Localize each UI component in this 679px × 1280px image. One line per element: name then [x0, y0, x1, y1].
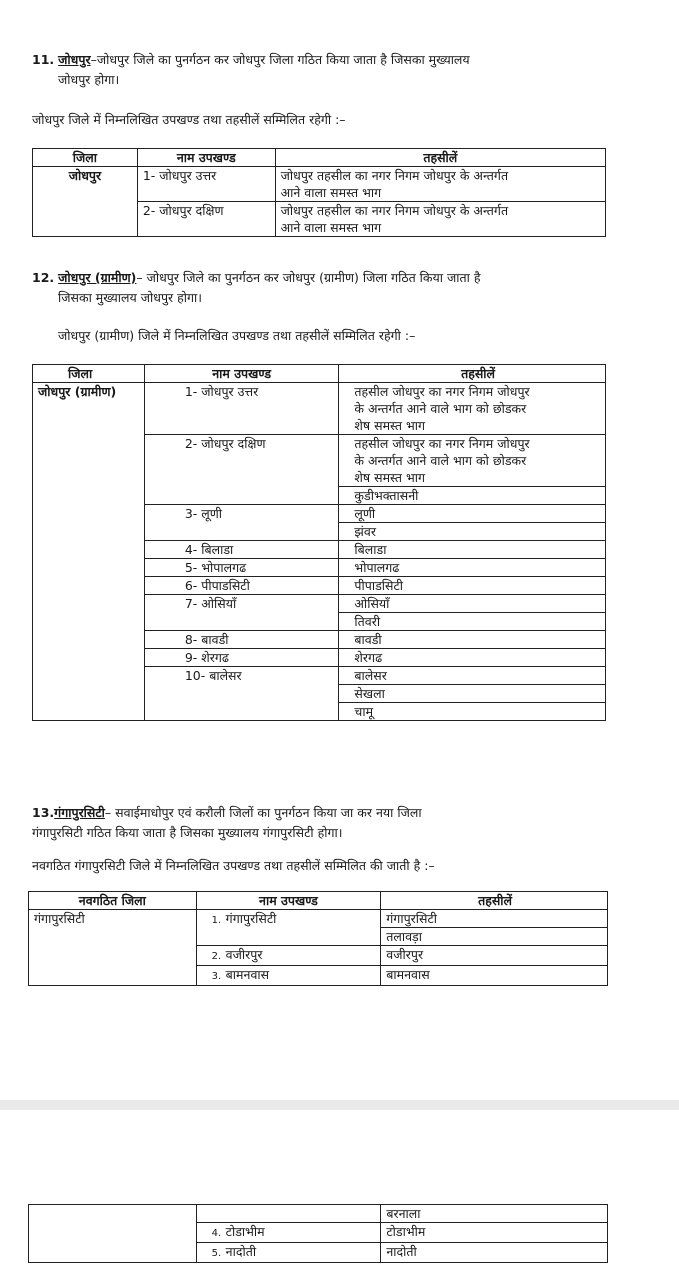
- subdivision-cell: [196, 1243, 381, 1263]
- subdivision-cell: 2- जोधपुर दक्षिण: [137, 202, 275, 237]
- table-header-subdivision: नाम उपखण्ड: [137, 149, 275, 167]
- subdivision-name: नादोती: [225, 1244, 257, 1259]
- tehsil-cell: तिवरी: [339, 613, 606, 631]
- district-cell: जोधपुर (ग्रामीण): [33, 383, 145, 721]
- section-11-table: [32, 148, 606, 237]
- table-header-tehsils: तहसीलें: [381, 892, 608, 910]
- subdivision-name: गंगापुरसिटी: [225, 911, 277, 926]
- subdivision-cell: 3- लूणी: [144, 505, 339, 541]
- subdivision-cell: [196, 966, 381, 986]
- tehsil-line: जोधपुर तहसील का नगर निगम जोधपुर के अन्तर्गत: [280, 203, 509, 218]
- subdivision-cell: 2- जोधपुर दक्षिण: [144, 435, 339, 505]
- subdivision-cell: 4- बिलाडा: [144, 541, 339, 559]
- tehsil-cell: गंगापुरसिटी: [381, 910, 608, 928]
- tehsil-cell: चामू: [339, 703, 606, 721]
- table-header-subdivision: नाम उपखण्ड: [196, 892, 381, 910]
- tehsil-cell: बिलाडा: [339, 541, 606, 559]
- tehsil-line: आने वाला समस्त भाग: [280, 185, 382, 200]
- section-11-number: 11.: [32, 52, 55, 67]
- subdivision-cell: 6- पीपाडसिटी: [144, 577, 339, 595]
- serial-number: 4.: [211, 1228, 222, 1239]
- page-gap: [0, 1100, 679, 1110]
- section-12-table: [32, 364, 606, 721]
- serial-number: 3.: [211, 971, 222, 982]
- tehsil-cell: शेष समस्त भाग: [339, 469, 606, 487]
- tehsil-cell: तहसील जोधपुर का नगर निगम जोधपुर: [339, 383, 606, 401]
- district-cell: गंगापुरसिटी: [29, 910, 197, 986]
- tehsil-cell: नादोती: [381, 1243, 608, 1263]
- subdivision-name: टोडाभीम: [225, 1224, 265, 1239]
- section-13-intro: नवगठित गंगापुरसिटी जिले में निम्नलिखित उपखण्ड तथा तहसीलें सम्मिलित की जाती है :–: [32, 858, 435, 873]
- section-13-table: [28, 891, 608, 986]
- tehsil-line: जोधपुर तहसील का नगर निगम जोधपुर के अन्तर्गत: [280, 168, 509, 183]
- subdivision-cell: 1- जोधपुर उत्तर: [144, 383, 339, 435]
- table-header-tehsils: तहसीलें: [275, 149, 605, 167]
- tehsil-cell: [275, 167, 605, 202]
- tehsil-cell: सेखला: [339, 685, 606, 703]
- serial-number: 2.: [211, 951, 222, 962]
- section-13-number: 13.: [32, 805, 55, 820]
- subdivision-cell: 8- बावडी: [144, 631, 339, 649]
- serial-number: 1.: [211, 915, 222, 926]
- tehsil-cell: [275, 202, 605, 237]
- tehsil-cell: के अन्तर्गत आने वाले भाग को छोडकर: [339, 452, 606, 469]
- subdivision-cell: 10- बालेसर: [144, 667, 339, 721]
- tehsil-cell: के अन्तर्गत आने वाले भाग को छोडकर: [339, 400, 606, 417]
- section-13-text-line1: – सवाईमाधोपुर एवं करौली जिलों का पुनर्गठन किया जा कर नया जिला: [104, 805, 422, 820]
- subdivision-cell: 5- भोपालगढ: [144, 559, 339, 577]
- table-header-tehsils: तहसीलें: [339, 365, 606, 383]
- tehsil-cell: पीपाडसिटी: [339, 577, 606, 595]
- district-cell: जोधपुर: [33, 167, 138, 237]
- table-header-district: नवगठित जिला: [29, 892, 197, 910]
- subdivision-cell: [196, 1205, 381, 1223]
- tehsil-cell: तहसील जोधपुर का नगर निगम जोधपुर: [339, 435, 606, 453]
- serial-number: 5.: [211, 1248, 222, 1259]
- subdivision-cell: 1- जोधपुर उत्तर: [137, 167, 275, 202]
- tehsil-cell: ओसियॉं: [339, 595, 606, 613]
- tehsil-cell: कुडीभक्तासनी: [339, 487, 606, 505]
- district-cell: [29, 1205, 197, 1263]
- section-12-heading: [32, 268, 652, 288]
- table-header-district: जिला: [33, 365, 145, 383]
- section-12-number: 12.: [32, 270, 55, 285]
- tehsil-cell: लूणी: [339, 505, 606, 523]
- section-13-table-continued: [28, 1204, 608, 1263]
- section-12-text-line2: जिसका मुख्यालय जोधपुर होगा।: [58, 290, 203, 305]
- tehsil-cell: झंवर: [339, 523, 606, 541]
- subdivision-cell: 9- शेरगढ: [144, 649, 339, 667]
- section-11-text-line2: जोधपुर होगा।: [58, 72, 120, 87]
- subdivision-name: वजीरपुर: [225, 947, 263, 962]
- tehsil-cell: टोडाभीम: [381, 1223, 608, 1243]
- tehsil-cell: शेरगढ: [339, 649, 606, 667]
- tehsil-cell: भोपालगढ: [339, 559, 606, 577]
- subdivision-cell: [196, 1223, 381, 1243]
- tehsil-line: आने वाला समस्त भाग: [280, 220, 382, 235]
- tehsil-cell: बावडी: [339, 631, 606, 649]
- section-12-intro: जोधपुर (ग्रामीण) जिले में निम्नलिखित उपखण्ड तथा तहसीलें सम्मिलित रहेगी :–: [58, 328, 416, 343]
- section-12-text-line1: – जोधपुर जिले का पुनर्गठन कर जोधपुर (ग्रामीण) जिला गठित किया जाता है: [136, 270, 481, 285]
- table-header-district: जिला: [33, 149, 138, 167]
- section-12-district-name: जोधपुर (ग्रामीण): [58, 270, 137, 285]
- subdivision-cell: 7- ओसियॉं: [144, 595, 339, 631]
- document-page-2: [0, 1110, 679, 1280]
- section-13-text-line2: गंगापुरसिटी गठित किया जाता है जिसका मुख्यालय गंगापुरसिटी होगा।: [32, 825, 343, 840]
- section-11-text-line1: –जोधपुर जिले का पुनर्गठन कर जोधपुर जिला गठित किया जाता है जिसका मुख्यालय: [90, 52, 470, 67]
- tehsil-cell: बामनवास: [381, 966, 608, 986]
- subdivision-cell: [196, 946, 381, 966]
- subdivision-cell: [196, 910, 381, 946]
- section-11-heading: [32, 50, 652, 70]
- section-13-district-name: गंगापुरसिटी: [54, 805, 105, 820]
- tehsil-cell: शेष समस्त भाग: [339, 417, 606, 435]
- tehsil-cell: वजीरपुर: [381, 946, 608, 966]
- tehsil-cell: बरनाला: [381, 1205, 608, 1223]
- section-13-heading: [32, 803, 652, 823]
- section-11-intro: जोधपुर जिले में निम्नलिखित उपखण्ड तथा तहसीलें सम्मिलित रहेगी :–: [32, 112, 346, 127]
- section-11-district-name: जोधपुर: [58, 52, 91, 67]
- subdivision-name: बामनवास: [225, 967, 270, 982]
- tehsil-cell: तलावड़ा: [381, 928, 608, 946]
- tehsil-cell: बालेसर: [339, 667, 606, 685]
- table-header-subdivision: नाम उपखण्ड: [144, 365, 339, 383]
